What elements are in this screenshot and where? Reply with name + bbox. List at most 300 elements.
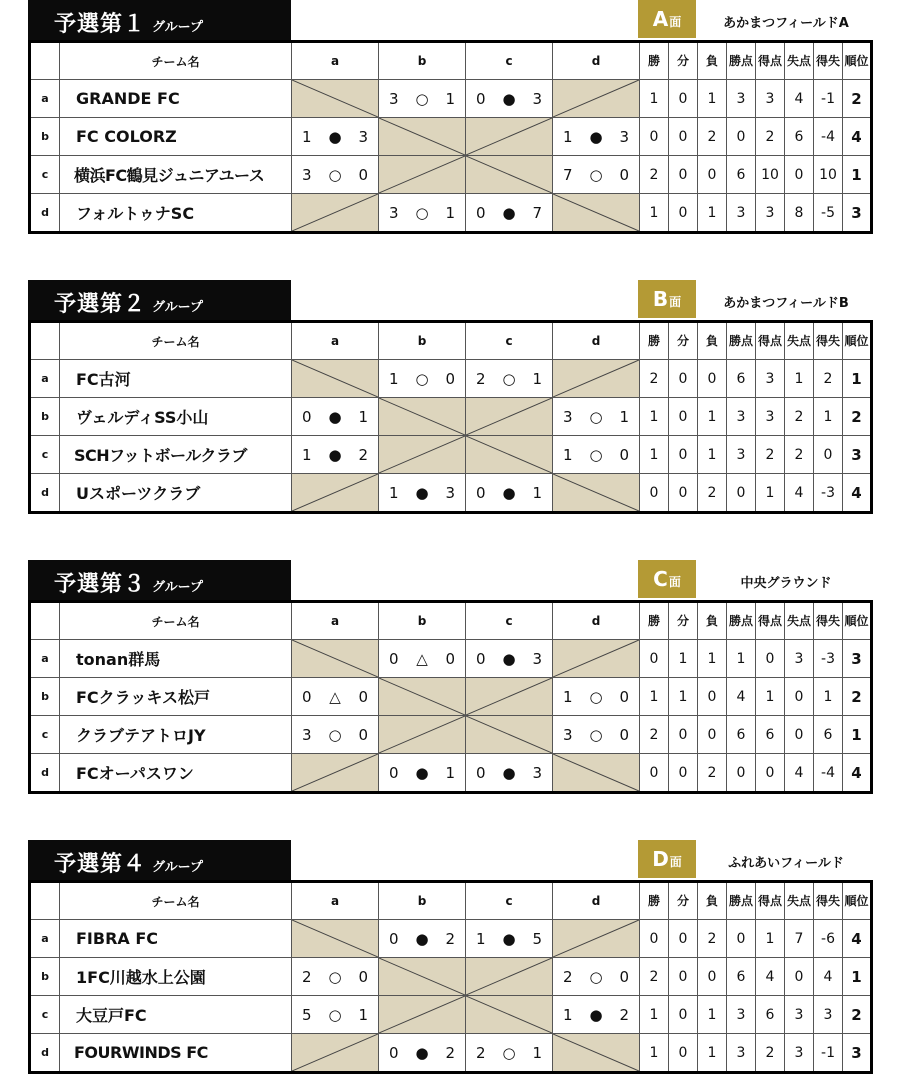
match-cell-empty [292, 920, 379, 958]
header-stat: 負 [698, 602, 727, 640]
cross-lines [466, 398, 552, 435]
header-col-d: d [553, 602, 640, 640]
stat-rank: 1 [843, 716, 872, 754]
match-cell-vs-b [379, 194, 466, 233]
cross-lines [466, 118, 552, 155]
header-blank [30, 322, 60, 360]
cross-lines [292, 360, 378, 397]
match-cell-vs-c [466, 640, 553, 678]
stat-goals-for: 3 [756, 360, 785, 398]
match-cell-vs-d [553, 958, 640, 996]
team-name: ヴェルディSS小山 [60, 398, 292, 436]
match-cell-empty [379, 118, 466, 156]
match-cell-vs-c [466, 194, 553, 233]
team-index: c [30, 996, 60, 1034]
header-team-name: チーム名 [60, 322, 292, 360]
match-cell-empty [466, 678, 553, 716]
team-index: a [30, 360, 60, 398]
header-stat: 順位 [843, 602, 872, 640]
stat-goals-against: 0 [785, 958, 814, 996]
team-row [30, 996, 872, 1034]
header-blank [30, 602, 60, 640]
stat-wins: 1 [640, 398, 669, 436]
cross-lines [379, 436, 465, 473]
team-name: FC古河 [60, 360, 292, 398]
header-col-c: c [466, 42, 553, 80]
cross-lines [466, 996, 552, 1033]
header-stat: 得点 [756, 602, 785, 640]
cross-lines [553, 754, 639, 791]
result-symbol: ● [502, 763, 516, 782]
match-result [379, 204, 465, 222]
stat-rank: 4 [843, 754, 872, 793]
team-index: d [30, 474, 60, 513]
score-against: 1 [532, 369, 542, 388]
result-symbol: ○ [502, 369, 516, 388]
result-symbol: ● [589, 127, 603, 146]
cross-lines [379, 716, 465, 753]
court-badge [638, 280, 696, 318]
match-cell-empty [379, 436, 466, 474]
header-col-a: a [292, 322, 379, 360]
score-for: 1 [389, 483, 399, 502]
court-suffix: 面 [669, 295, 682, 309]
result-symbol: ○ [328, 165, 342, 184]
team-row [30, 194, 872, 233]
match-result [379, 650, 465, 668]
team-name: クラブテアトロJY [60, 716, 292, 754]
stat-goals-for: 2 [756, 436, 785, 474]
match-cell-vs-b [379, 474, 466, 513]
court-badge [638, 840, 696, 878]
result-symbol: ● [415, 1043, 429, 1062]
match-result [466, 90, 552, 108]
stat-rank: 3 [843, 1034, 872, 1073]
match-result [379, 764, 465, 782]
result-symbol: ● [502, 649, 516, 668]
match-cell-vs-a [292, 118, 379, 156]
score-for: 0 [389, 1043, 399, 1062]
score-against: 1 [445, 89, 455, 108]
team-name: FOURWINDS FC [60, 1034, 292, 1073]
team-index: d [30, 754, 60, 793]
stat-draws: 0 [669, 80, 698, 118]
team-name: フォルトゥナSC [60, 194, 292, 233]
stat-goals-for: 0 [756, 640, 785, 678]
stat-goal-diff: 1 [814, 678, 843, 716]
stat-goals-against: 2 [785, 398, 814, 436]
cross-lines [379, 958, 465, 995]
match-cell-vs-b [379, 754, 466, 793]
result-symbol: ○ [415, 203, 429, 222]
venue-label: 中央グラウンド [740, 576, 832, 591]
header-stat: 勝点 [727, 882, 756, 920]
match-result [292, 446, 378, 464]
team-index: c [30, 156, 60, 194]
court-suffix: 面 [669, 855, 682, 869]
stat-draws: 0 [669, 958, 698, 996]
court-letter: B [652, 287, 669, 311]
team-row [30, 678, 872, 716]
court-letter: C [653, 567, 668, 591]
cross-lines [466, 678, 552, 715]
stat-points: 3 [727, 436, 756, 474]
team-row [30, 920, 872, 958]
stat-draws: 0 [669, 360, 698, 398]
group-title-main: 予選第１ [54, 12, 147, 37]
result-symbol: ○ [415, 369, 429, 388]
stat-wins: 0 [640, 920, 669, 958]
header-blank [30, 42, 60, 80]
stat-rank: 2 [843, 678, 872, 716]
cross-lines [379, 678, 465, 715]
stat-rank: 1 [843, 958, 872, 996]
stat-draws: 0 [669, 754, 698, 793]
stat-goals-against: 0 [785, 678, 814, 716]
group-title-suffix: グループ [152, 860, 203, 875]
match-cell-vs-d [553, 118, 640, 156]
header-col-b: b [379, 322, 466, 360]
stat-wins: 2 [640, 958, 669, 996]
match-cell-vs-c [466, 754, 553, 793]
score-against: 3 [532, 89, 542, 108]
match-result [292, 166, 378, 184]
stat-wins: 2 [640, 716, 669, 754]
score-for: 1 [563, 1005, 573, 1024]
match-result [292, 688, 378, 706]
team-index: b [30, 958, 60, 996]
score-for: 3 [563, 407, 573, 426]
team-index: a [30, 80, 60, 118]
cross-lines [292, 754, 378, 791]
group-title [54, 7, 203, 38]
result-symbol: ○ [328, 967, 342, 986]
cross-lines [553, 920, 639, 957]
stat-wins: 1 [640, 996, 669, 1034]
score-for: 0 [302, 407, 312, 426]
score-against: 0 [619, 165, 629, 184]
stat-goal-diff: -1 [814, 1034, 843, 1073]
team-name: FC COLORZ [60, 118, 292, 156]
stat-goals-against: 0 [785, 716, 814, 754]
score-against: 1 [445, 203, 455, 222]
score-against: 0 [358, 165, 368, 184]
match-cell-vs-a [292, 398, 379, 436]
stat-goal-diff: 3 [814, 996, 843, 1034]
match-cell-empty [292, 640, 379, 678]
stat-draws: 0 [669, 996, 698, 1034]
team-row [30, 360, 872, 398]
score-against: 1 [445, 763, 455, 782]
stat-points: 6 [727, 958, 756, 996]
stat-goals-against: 4 [785, 754, 814, 793]
match-cell-empty [466, 436, 553, 474]
team-index: b [30, 398, 60, 436]
stat-points: 0 [727, 474, 756, 513]
match-cell-empty [292, 754, 379, 793]
score-against: 0 [445, 649, 455, 668]
header-stat: 得失 [814, 602, 843, 640]
stat-wins: 1 [640, 1034, 669, 1073]
score-for: 0 [389, 649, 399, 668]
match-cell-vs-c [466, 80, 553, 118]
header-stat: 勝点 [727, 42, 756, 80]
stat-goal-diff: 6 [814, 716, 843, 754]
score-against: 0 [619, 967, 629, 986]
match-cell-empty [292, 80, 379, 118]
stat-goal-diff: 0 [814, 436, 843, 474]
stat-wins: 0 [640, 118, 669, 156]
score-for: 0 [389, 929, 399, 948]
team-row [30, 436, 872, 474]
match-cell-vs-c [466, 1034, 553, 1073]
header-stat: 負 [698, 322, 727, 360]
match-cell-vs-b [379, 80, 466, 118]
stat-wins: 2 [640, 156, 669, 194]
team-row [30, 1034, 872, 1073]
stat-goals-against: 3 [785, 640, 814, 678]
stat-goals-for: 1 [756, 474, 785, 513]
match-result [553, 166, 639, 184]
cross-lines [292, 80, 378, 117]
score-against: 3 [358, 127, 368, 146]
header-blank [30, 882, 60, 920]
match-cell-empty [466, 716, 553, 754]
stat-wins: 1 [640, 80, 669, 118]
score-for: 0 [476, 483, 486, 502]
header-stat: 勝点 [727, 322, 756, 360]
match-cell-empty [466, 156, 553, 194]
stat-losses: 1 [698, 80, 727, 118]
match-cell-vs-d [553, 678, 640, 716]
stat-losses: 2 [698, 118, 727, 156]
team-name: GRANDE FC [60, 80, 292, 118]
result-symbol: ● [328, 445, 342, 464]
stat-points: 0 [727, 754, 756, 793]
match-cell-empty [553, 360, 640, 398]
header-stat: 得失 [814, 42, 843, 80]
header-col-a: a [292, 42, 379, 80]
score-for: 0 [389, 763, 399, 782]
cross-lines [379, 118, 465, 155]
match-result [292, 968, 378, 986]
team-row [30, 716, 872, 754]
stat-losses: 0 [698, 958, 727, 996]
match-cell-empty [292, 1034, 379, 1073]
match-result [466, 764, 552, 782]
group-panel [0, 0, 900, 245]
score-against: 0 [358, 967, 368, 986]
result-symbol: ● [415, 763, 429, 782]
score-for: 3 [302, 165, 312, 184]
score-against: 2 [358, 445, 368, 464]
score-against: 0 [445, 369, 455, 388]
team-index: a [30, 920, 60, 958]
score-against: 3 [532, 649, 542, 668]
score-for: 1 [389, 369, 399, 388]
stat-points: 3 [727, 80, 756, 118]
score-against: 0 [358, 687, 368, 706]
match-result [292, 408, 378, 426]
score-for: 1 [302, 445, 312, 464]
stat-goals-for: 3 [756, 194, 785, 233]
stat-rank: 4 [843, 474, 872, 513]
match-cell-empty [466, 118, 553, 156]
result-symbol: ● [502, 203, 516, 222]
stat-points: 1 [727, 640, 756, 678]
stat-goals-against: 4 [785, 80, 814, 118]
team-name: 横浜FC鶴見ジュニアユース [60, 156, 292, 194]
match-cell-empty [553, 920, 640, 958]
result-symbol: ● [415, 483, 429, 502]
header-stat: 失点 [785, 42, 814, 80]
match-cell-vs-a [292, 996, 379, 1034]
cross-lines [466, 716, 552, 753]
result-symbol: ○ [589, 725, 603, 744]
court-suffix: 面 [668, 575, 681, 589]
team-index: d [30, 1034, 60, 1073]
header-stat: 分 [669, 322, 698, 360]
score-for: 0 [476, 763, 486, 782]
court-letter: A [652, 7, 669, 31]
score-for: 2 [302, 967, 312, 986]
stat-goal-diff: 10 [814, 156, 843, 194]
score-against: 1 [532, 483, 542, 502]
result-symbol: ○ [328, 725, 342, 744]
stat-goals-for: 1 [756, 678, 785, 716]
team-index: c [30, 716, 60, 754]
header-stat: 勝点 [727, 602, 756, 640]
score-for: 0 [302, 687, 312, 706]
score-for: 0 [476, 649, 486, 668]
stat-draws: 1 [669, 678, 698, 716]
header-col-c: c [466, 602, 553, 640]
stat-points: 0 [727, 118, 756, 156]
match-result [553, 1006, 639, 1024]
stat-goal-diff: 1 [814, 398, 843, 436]
match-cell-vs-c [466, 474, 553, 513]
cross-lines [292, 1034, 378, 1071]
header-stat: 勝 [640, 322, 669, 360]
team-name: SCHフットボールクラブ [60, 436, 292, 474]
group-title-main: 予選第２ [54, 292, 147, 317]
team-index: b [30, 118, 60, 156]
cross-lines [292, 474, 378, 511]
match-cell-empty [553, 194, 640, 233]
score-for: 1 [476, 929, 486, 948]
stat-losses: 1 [698, 1034, 727, 1073]
cross-lines [466, 436, 552, 473]
header-stat: 失点 [785, 322, 814, 360]
team-name: 1FC川越水上公園 [60, 958, 292, 996]
result-symbol: ● [589, 1005, 603, 1024]
score-for: 2 [476, 1043, 486, 1062]
stat-losses: 0 [698, 360, 727, 398]
score-for: 2 [563, 967, 573, 986]
score-against: 3 [445, 483, 455, 502]
header-col-c: c [466, 322, 553, 360]
match-cell-vs-b [379, 1034, 466, 1073]
match-result [466, 204, 552, 222]
stat-goal-diff: -6 [814, 920, 843, 958]
stat-goal-diff: 2 [814, 360, 843, 398]
court-badge [638, 560, 696, 598]
score-against: 3 [532, 763, 542, 782]
cross-lines [292, 194, 378, 231]
score-against: 2 [445, 1043, 455, 1062]
stat-losses: 0 [698, 716, 727, 754]
header-col-d: d [553, 882, 640, 920]
match-cell-empty [466, 996, 553, 1034]
match-cell-empty [379, 958, 466, 996]
stat-losses: 2 [698, 474, 727, 513]
score-for: 0 [476, 203, 486, 222]
score-against: 1 [532, 1043, 542, 1062]
team-row [30, 754, 872, 793]
result-symbol: ○ [589, 445, 603, 464]
score-against: 2 [445, 929, 455, 948]
header-stat: 負 [698, 42, 727, 80]
group-title-suffix: グループ [152, 300, 203, 315]
match-cell-vs-b [379, 640, 466, 678]
result-symbol: ● [415, 929, 429, 948]
match-cell-vs-d [553, 716, 640, 754]
header-row [30, 42, 872, 80]
header-stat: 勝 [640, 602, 669, 640]
stat-draws: 0 [669, 474, 698, 513]
result-symbol: ● [328, 407, 342, 426]
cross-lines [379, 996, 465, 1033]
group-title-bar [28, 560, 291, 600]
stat-draws: 0 [669, 436, 698, 474]
match-cell-vs-a [292, 678, 379, 716]
header-stat: 得失 [814, 882, 843, 920]
match-result [379, 930, 465, 948]
stat-losses: 1 [698, 194, 727, 233]
stat-wins: 1 [640, 436, 669, 474]
cross-lines [553, 360, 639, 397]
standings-table [28, 880, 873, 1074]
header-stat: 得点 [756, 42, 785, 80]
stat-points: 3 [727, 996, 756, 1034]
match-cell-vs-b [379, 920, 466, 958]
stat-rank: 3 [843, 436, 872, 474]
header-stat: 得失 [814, 322, 843, 360]
match-result [553, 408, 639, 426]
team-row [30, 640, 872, 678]
stat-losses: 1 [698, 996, 727, 1034]
header-col-a: a [292, 602, 379, 640]
court-letter: D [652, 847, 669, 871]
stat-goals-against: 6 [785, 118, 814, 156]
stat-losses: 2 [698, 754, 727, 793]
match-cell-empty [553, 754, 640, 793]
venue-label: ふれあいフィールド [728, 856, 844, 871]
team-index: d [30, 194, 60, 233]
result-symbol: ○ [589, 967, 603, 986]
header-team-name: チーム名 [60, 882, 292, 920]
score-against: 7 [532, 203, 542, 222]
stat-rank: 1 [843, 360, 872, 398]
match-cell-empty [466, 398, 553, 436]
match-result [379, 484, 465, 502]
match-cell-empty [292, 474, 379, 513]
score-for: 3 [389, 89, 399, 108]
match-result [553, 968, 639, 986]
match-cell-vs-d [553, 436, 640, 474]
group-title-main: 予選第３ [54, 572, 147, 597]
cross-lines [553, 1034, 639, 1071]
